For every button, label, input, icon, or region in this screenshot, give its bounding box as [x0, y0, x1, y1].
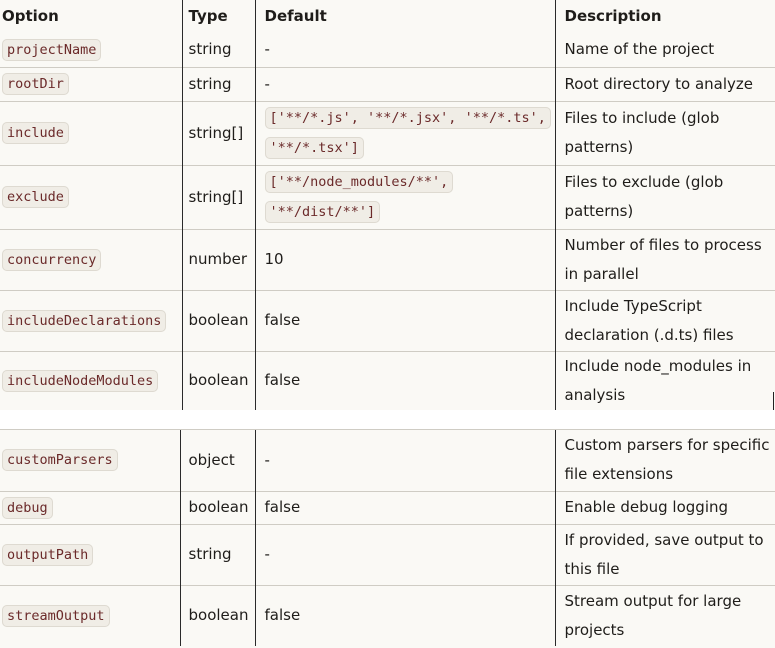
option-name: customParsers — [2, 449, 118, 471]
option-default-code: ['**/*.js', '**/*.jsx', '**/*.ts', '**/*.tsx'] — [265, 107, 551, 159]
option-description: Files to exclude (glob patterns) — [555, 165, 775, 229]
option-name: rootDir — [2, 73, 69, 95]
option-default: 10 — [255, 229, 555, 290]
option-description: Files to include (glob patterns) — [555, 101, 775, 165]
option-name: projectName — [2, 39, 101, 61]
option-default: - — [255, 67, 555, 101]
option-type: object — [180, 430, 255, 491]
option-name: debug — [2, 497, 53, 519]
option-description: Number of files to process in parallel — [555, 229, 775, 290]
option-type: number — [182, 229, 255, 290]
option-name: exclude — [2, 186, 69, 208]
option-type: boolean — [180, 491, 255, 524]
option-type: string[] — [182, 165, 255, 229]
table-row — [0, 67, 775, 101]
scroll-marker — [773, 392, 774, 410]
table-row — [0, 33, 775, 67]
option-name: concurrency — [2, 249, 101, 271]
header-default: Default — [255, 0, 555, 33]
header-type: Type — [182, 0, 255, 33]
option-name: outputPath — [2, 544, 93, 566]
option-default: false — [255, 491, 555, 524]
option-description: Include node_modules in analysis — [555, 351, 775, 410]
option-description: Custom parsers for specific file extensions — [555, 430, 775, 491]
option-type: boolean — [182, 351, 255, 410]
option-type: boolean — [182, 290, 255, 351]
table-row — [0, 101, 775, 165]
option-default: - — [255, 524, 555, 585]
table-row — [0, 491, 775, 524]
header-description: Description — [555, 0, 775, 33]
option-default: - — [255, 33, 555, 67]
option-description: Include TypeScript declaration (.d.ts) files — [555, 290, 775, 351]
option-name: includeNodeModules — [2, 370, 158, 392]
table-row — [0, 290, 775, 351]
option-default-code: ['**/node_modules/**', '**/dist/**'] — [265, 171, 454, 223]
header-option: Option — [2, 7, 59, 25]
option-type: boolean — [180, 585, 255, 646]
option-name: streamOutput — [2, 605, 110, 627]
option-name: includeDeclarations — [2, 310, 166, 332]
option-type: string — [180, 524, 255, 585]
option-description: Name of the project — [555, 33, 775, 67]
table-row — [0, 585, 775, 646]
option-name: include — [2, 122, 69, 144]
option-description: Root directory to analyze — [555, 67, 775, 101]
option-default: false — [255, 290, 555, 351]
table-row — [0, 524, 775, 585]
option-default: - — [255, 430, 555, 491]
table-row — [0, 430, 775, 491]
table-header-row — [0, 0, 775, 33]
option-default: false — [255, 351, 555, 410]
option-description: Enable debug logging — [555, 491, 775, 524]
table-row — [0, 351, 775, 410]
table-row — [0, 229, 775, 290]
option-type: string — [182, 33, 255, 67]
option-description: Stream output for large projects — [555, 585, 775, 646]
option-type: string[] — [182, 101, 255, 165]
options-table-part-2 — [0, 429, 775, 648]
option-type: string — [182, 67, 255, 101]
table-row — [0, 165, 775, 229]
option-description: If provided, save output to this file — [555, 524, 775, 585]
option-default: false — [255, 585, 555, 646]
